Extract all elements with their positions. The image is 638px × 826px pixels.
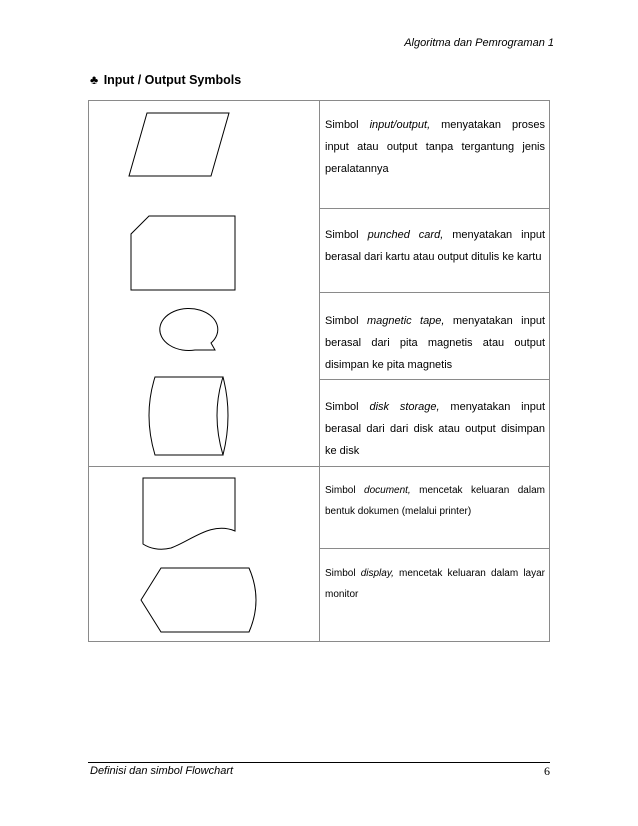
row-divider: [319, 208, 550, 209]
club-bullet-icon: ♣: [90, 73, 99, 87]
footer-title: Definisi dan simbol Flowchart: [90, 765, 234, 777]
term: input/output,: [369, 119, 431, 131]
parallelogram-icon: [127, 111, 231, 179]
symbol-table: [88, 100, 550, 642]
row-divider: [89, 466, 550, 467]
row-2-description: Simbol punched card, menyatakan input berasal dari kartu atau output ditulis ke kartu: [325, 229, 546, 263]
section-title-text: Input / Output Symbols: [103, 73, 242, 87]
row-divider: [319, 379, 550, 380]
row-divider: [319, 548, 550, 549]
row-divider: [319, 292, 550, 293]
footer-rule: [88, 762, 550, 763]
display-icon: [139, 566, 265, 636]
row-4-description: Simbol disk storage, menyatakan input berasal dari dari disk atau output disimpan ke disk: [325, 401, 546, 457]
row-5-description: Simbol document, mencetak keluaran dalam bentuk dokumen (melalui printer): [325, 485, 545, 517]
section-title: [90, 73, 241, 87]
row-1-description: Simbol input/output, menyatakan proses input atau output tanpa tergantung jenis peralatannya: [325, 119, 545, 175]
punched-card-icon: [129, 214, 237, 294]
page-number: 6: [544, 764, 550, 778]
running-header: Algoritma dan Pemrograman 1: [404, 37, 554, 49]
term: magnetic tape,: [367, 315, 445, 327]
term: punched card,: [367, 229, 444, 241]
row-3-description: Simbol magnetic tape, menyatakan input berasal dari pita magnetis atau output disimpan ke pita magnetis: [325, 315, 546, 371]
term: display,: [360, 568, 394, 579]
column-divider: [319, 101, 320, 641]
row-6-description: Simbol display, mencetak keluaran dalam layar monitor: [325, 568, 545, 600]
magnetic-tape-icon: [149, 303, 219, 355]
term: disk storage,: [369, 401, 440, 413]
term: document,: [364, 485, 411, 496]
document-icon: [141, 476, 237, 552]
disk-storage-icon: [139, 375, 235, 459]
